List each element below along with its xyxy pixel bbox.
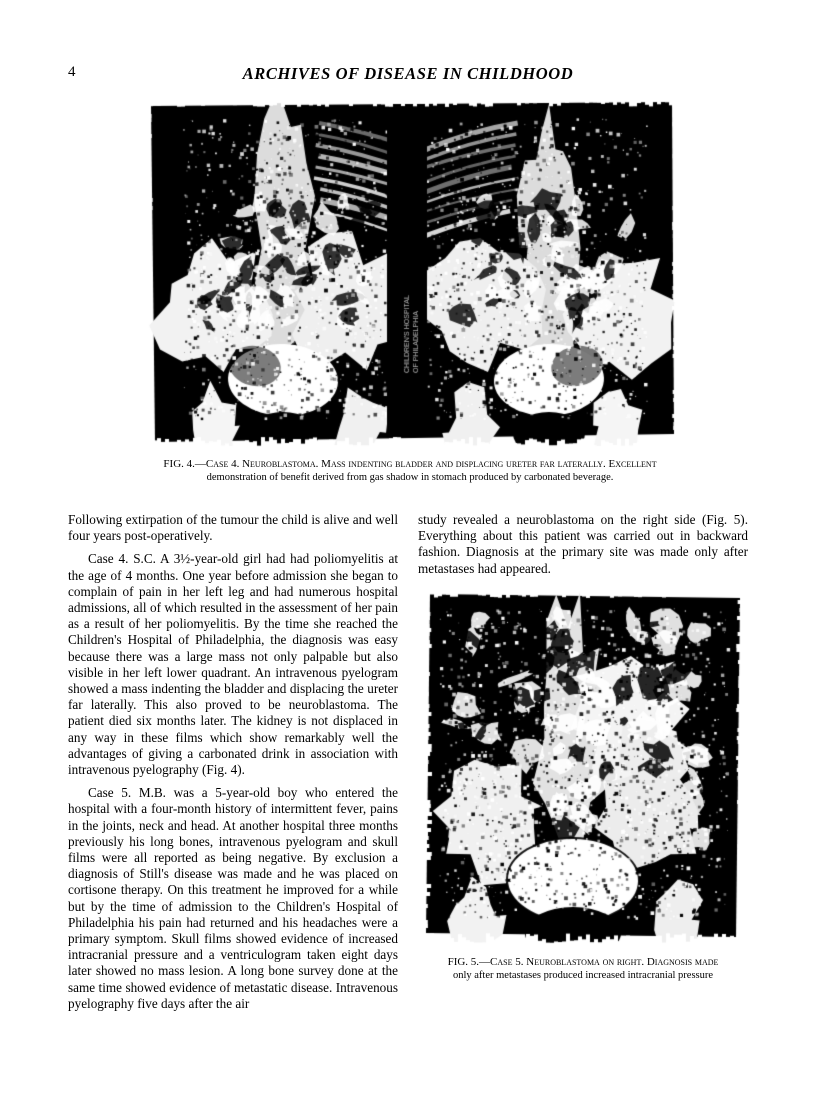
paragraph-case-5-continued: study revealed a neuroblastoma on the right side (Fig. 5). Everything about this patient was carried out in backward fashion. Diagnosis at the primary site was made only after metastases had appeared.	[418, 512, 748, 576]
figure-5-image	[418, 588, 748, 945]
body-left-column	[68, 512, 398, 1012]
figure-4-caption-line-1: FIG. 4.—Case 4. Neuroblastoma. Mass indenting bladder and displacing ureter far laterally. Excellent	[163, 458, 657, 470]
figure-4-radiograph	[141, 98, 678, 448]
figure-5-caption	[418, 956, 748, 982]
figure-4-caption	[120, 458, 700, 484]
figure-5-caption-line-2: only after metastases produced increased intracranial pressure	[452, 970, 714, 981]
body-right-column	[418, 512, 748, 577]
figure-4-image	[141, 98, 678, 448]
figure-5-radiograph	[418, 588, 748, 945]
paragraph-case-5: Case 5. M.B. was a 5-year-old boy who entered the hospital with a four-month history of intermittent fever, pains in the joints, neck and head. At another hospital three months previously his long bones, intravenous pyelogram and skull films were all reported as being negative. By exclusion a diagnosis of Still's disease was made and he was placed on cortisone therapy. On this treatment he improved for a while but by the time of admission to the Children's Hospital of Philadelphia his pain had returned and his headaches were a primary symptom. Skull films showed evidence of increased intracranial pressure and a ventriculogram taken eight days later showed no mass lesion. A long bone survey done at the same time showed evidence of metastatic disease. Intravenous pyelography five days after the air	[68, 785, 398, 1011]
paragraph-case-4: Case 4. S.C. A 3½-year-old girl had had poliomyelitis at the age of 4 months. One year before admission she began to complain of pain in her left leg and had numerous hospital admissions, all of which resulted in the assessment of her pain as a result of her poliomyelitis. By the time she reached the Children's Hospital of Philadelphia, the diagnosis was easy because there was a large mass not only palpable but also visible in her left lower quadrant. An intravenous pyelogram showed a mass indenting the bladder and displacing the ureter far laterally. This also proved to be neuroblastoma. The patient died six months later. The kidney is not displaced in any way in these films which show remarkably well the advantages of giving a carbonated drink in association with intravenous pyelography (Fig. 4).	[68, 551, 398, 778]
page-number: 4	[68, 64, 76, 80]
figure-5-caption-line-1: FIG. 5.—Case 5. Neuroblastoma on right. Diagnosis made	[447, 956, 719, 968]
running-title: ARCHIVES OF DISEASE IN CHILDHOOD	[242, 64, 574, 83]
paragraph-intro: Following extirpation of the tumour the child is alive and well four years post-operatively.	[68, 512, 398, 544]
figure-4-caption-line-2: demonstration of benefit derived from gas shadow in stomach produced by carbonated beverage.	[206, 472, 614, 483]
page-header	[68, 64, 748, 86]
